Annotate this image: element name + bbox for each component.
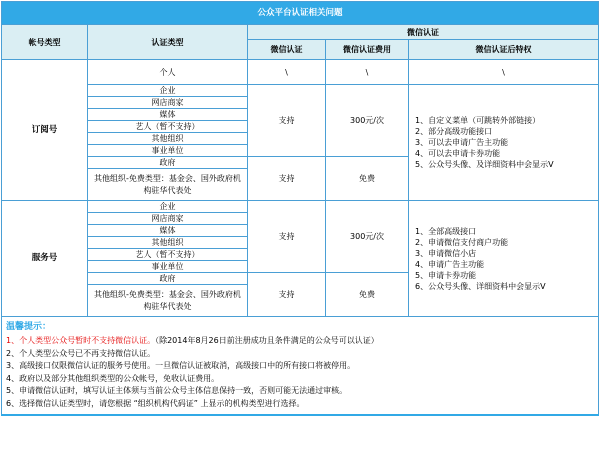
sub-fee-paid: 300元/次 [326,85,409,157]
svc-privilege-item: 1、全部高级接口 [415,226,477,236]
svc-type-3: 其他组织 [88,237,248,249]
sub-type-4: 其他组织 [88,133,248,145]
svc-privileges-list [409,201,599,317]
header-cert-type: 认证类型 [88,25,248,60]
svc-type-0: 企业 [88,201,248,213]
personal-fee: \ [326,60,409,85]
svc-privilege-item: 6、公众号头像、详细资料中会显示V [415,281,546,291]
sub-privilege-item: 1、自定义菜单（可跳转外部链接） [415,116,541,125]
svc-privilege-item: 2、申请微信支付商户功能 [415,237,509,247]
svc-fee-paid: 300元/次 [326,201,409,273]
sub-type-0: 企业 [88,85,248,97]
sub-type-3: 艺人（暂不支持） [88,121,248,133]
account-subscription: 订阅号 [2,60,88,201]
svc-privilege-item: 3、申请微信小店 [415,248,477,258]
svc-type-4: 艺人（暂不支持） [88,249,248,261]
header-wechat-cert-group: 微信认证 [248,25,599,40]
sub-privileges-list [409,85,599,201]
sub-privilege-item: 4、可以去申请卡券功能 [415,149,501,158]
sub-cert-free: 支持 [248,157,326,201]
svc-type-2: 媒体 [88,225,248,237]
sub-type-1: 网店商家 [88,97,248,109]
note-line: 5、申请微信认证时，填写认证主体须与当前公众号主体信息保持一致，否则可能无法通过审核。 [6,386,348,395]
sub-type-2: 媒体 [88,109,248,121]
note-line: 4、政府以及部分其他组织类型的公众帐号，免收认证费用。 [6,373,220,383]
header-wechat-cert: 微信认证 [248,40,326,60]
note-line: 6、选择微信认证类型时，请您根据 “组织机构代码证” 上显示的机构类型进行选择。 [6,398,305,408]
svc-type-1: 网店商家 [88,213,248,225]
personal-privileges: \ [409,60,599,85]
sub-fee-free: 免费 [326,157,409,201]
svc-fee-free: 免费 [326,273,409,317]
svc-type-government: 政府 [88,273,248,285]
header-account-type: 帐号类型 [2,25,88,60]
sub-privilege-item: 5、公众号头像、及详细资料中会显示V [415,160,554,169]
certification-table [1,1,599,416]
notes-section [2,317,599,416]
sub-type-5: 事业单位 [88,145,248,157]
svc-cert-paid: 支持 [248,201,326,273]
sub-type-free-org: 其他组织-免费类型：基金会、国外政府机构驻华代表处 [88,169,248,201]
note-line-1-tail: （除2014年8月26日前注册成功且条件满足的公众号可以认证） [155,336,379,345]
note-line: 2、个人类型公众号已不再支持微信认证。 [6,348,156,358]
account-service: 服务号 [2,201,88,317]
svc-type-5: 事业单位 [88,261,248,273]
note-line-1-warning: 1、个人类型公众号暂时不支持微信认证。 [6,336,156,345]
sub-privilege-item: 2、部分高级功能接口 [415,127,493,136]
header-privileges: 微信认证后特权 [409,40,599,60]
note-line: 3、高级接口仅限微信认证的服务号使用。一旦微信认证被取消，高级接口中的所有接口将被停用。 [6,361,356,370]
sub-type-government: 政府 [88,157,248,169]
svc-type-free-org: 其他组织-免费类型：基金会、国外政府机构驻华代表处 [88,285,248,317]
svc-privilege-item: 5、申请卡券功能 [415,270,477,280]
notes-title: 温馨提示： [6,322,52,332]
type-personal: 个人 [88,60,248,85]
svc-privilege-item: 4、申请广告主功能 [415,259,485,269]
sub-cert-paid: 支持 [248,85,326,157]
personal-cert: \ [248,60,326,85]
sub-privilege-item: 3、可以去申请广告主功能 [415,138,509,147]
svc-cert-free: 支持 [248,273,326,317]
header-cert-fee: 微信认证费用 [326,40,409,60]
note-line-1 [6,335,594,348]
table-title: 公众平台认证相关问题 [2,2,599,25]
